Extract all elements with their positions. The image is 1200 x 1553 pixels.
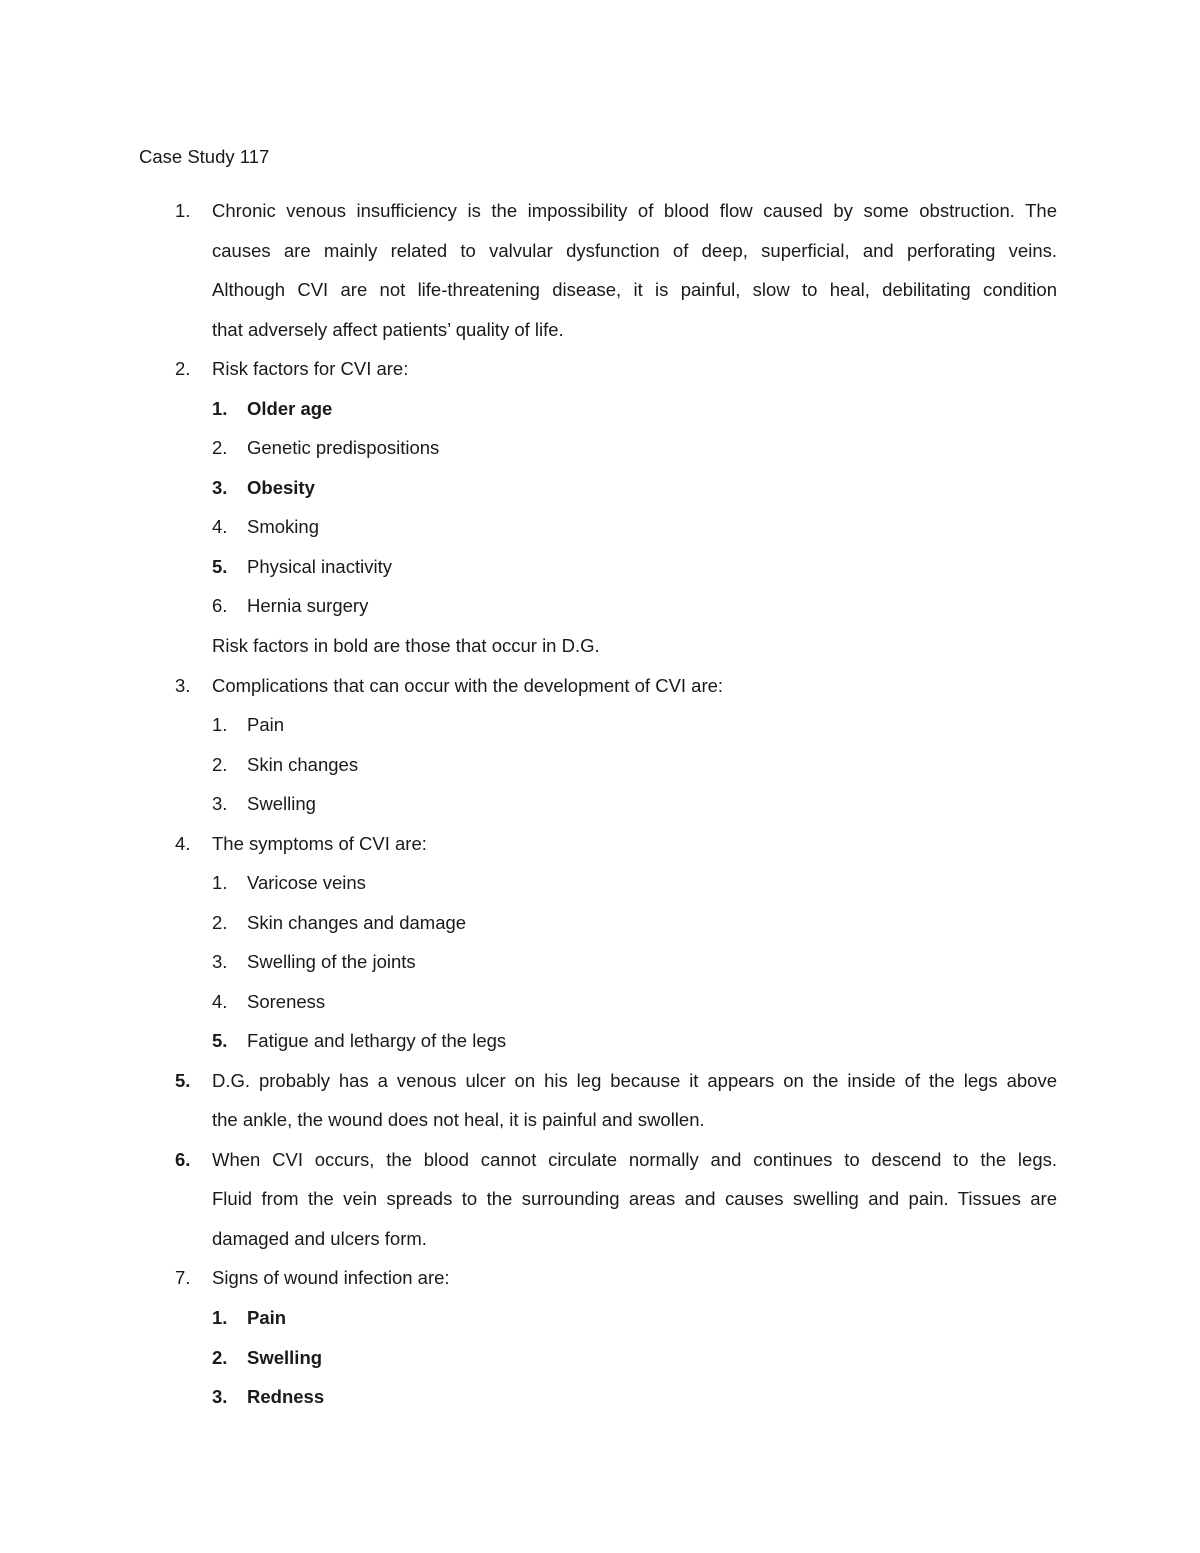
list-item: Pain xyxy=(247,1307,287,1328)
list-item-number: 5. xyxy=(212,1030,228,1051)
list-item-number: 4. xyxy=(212,991,228,1012)
question-number: 5. xyxy=(175,1070,191,1091)
list-item-number: 1. xyxy=(212,872,228,893)
paragraph-line: causes are mainly related to valvular dysfunction of deep, superficial, and perforating veins. xyxy=(212,240,1057,261)
document-title: Case Study 117 xyxy=(139,146,270,167)
question-intro: The symptoms of CVI are: xyxy=(212,833,427,854)
list-item-number: 2. xyxy=(212,1347,228,1368)
list-item-number: 2. xyxy=(212,754,228,775)
list-item: Redness xyxy=(247,1386,325,1407)
list-item: Swelling of the joints xyxy=(247,951,416,972)
question-number: 2. xyxy=(175,358,191,379)
list-item: Varicose veins xyxy=(247,872,366,893)
list-item-number: 5. xyxy=(212,556,228,577)
list-item-number: 1. xyxy=(212,1307,228,1328)
paragraph-line: the ankle, the wound does not heal, it is painful and swollen. xyxy=(212,1109,705,1130)
list-item-number: 1. xyxy=(212,714,228,735)
question-number: 1. xyxy=(175,200,191,221)
question-number: 4. xyxy=(175,833,191,854)
list-item-number: 2. xyxy=(212,437,228,458)
question-number: 3. xyxy=(175,675,191,696)
list-item-number: 6. xyxy=(212,595,228,616)
question-number: 7. xyxy=(175,1267,191,1288)
paragraph-line: Fluid from the vein spreads to the surrounding areas and causes swelling and pain. Tissues are xyxy=(212,1188,1057,1209)
list-item: Swelling xyxy=(247,793,316,814)
list-item: Pain xyxy=(247,714,285,735)
list-item: Physical inactivity xyxy=(247,556,392,577)
list-item: Swelling xyxy=(247,1347,323,1368)
list-item: Hernia surgery xyxy=(247,595,369,616)
question-intro: Complications that can occur with the development of CVI are: xyxy=(212,675,724,696)
paragraph-line: Chronic venous insufficiency is the impossibility of blood flow caused by some obstruction. The xyxy=(212,200,1057,221)
paragraph-line: that adversely affect patients’ quality of life. xyxy=(212,319,564,340)
list-item: Fatigue and lethargy of the legs xyxy=(247,1030,507,1051)
list-item: Skin changes xyxy=(247,754,359,775)
question-intro: Risk factors for CVI are: xyxy=(212,358,409,379)
paragraph-line: damaged and ulcers form. xyxy=(212,1228,427,1249)
list-item-number: 3. xyxy=(212,1386,228,1407)
list-item: Smoking xyxy=(247,516,319,537)
list-item-number: 3. xyxy=(212,477,228,498)
list-item-number: 3. xyxy=(212,793,228,814)
list-item: Genetic predispositions xyxy=(247,437,440,458)
list-item-number: 3. xyxy=(212,951,228,972)
list-item: Skin changes and damage xyxy=(247,912,467,933)
question-intro: Signs of wound infection are: xyxy=(212,1267,450,1288)
list-item: Obesity xyxy=(247,477,315,498)
paragraph-line: When CVI occurs, the blood cannot circulate normally and continues to descend to the legs. xyxy=(212,1149,1057,1170)
list-item-number: 1. xyxy=(212,398,228,419)
list-item: Older age xyxy=(247,398,333,419)
note-text: Risk factors in bold are those that occur in D.G. xyxy=(212,635,600,656)
list-item: Soreness xyxy=(247,991,326,1012)
question-number: 6. xyxy=(175,1149,191,1170)
paragraph-line: D.G. probably has a venous ulcer on his leg because it appears on the inside of the legs above xyxy=(212,1070,1057,1091)
paragraph-line: Although CVI are not life-threatening disease, it is painful, slow to heal, debilitating condition xyxy=(212,279,1057,300)
list-item-number: 4. xyxy=(212,516,228,537)
list-item-number: 2. xyxy=(212,912,228,933)
